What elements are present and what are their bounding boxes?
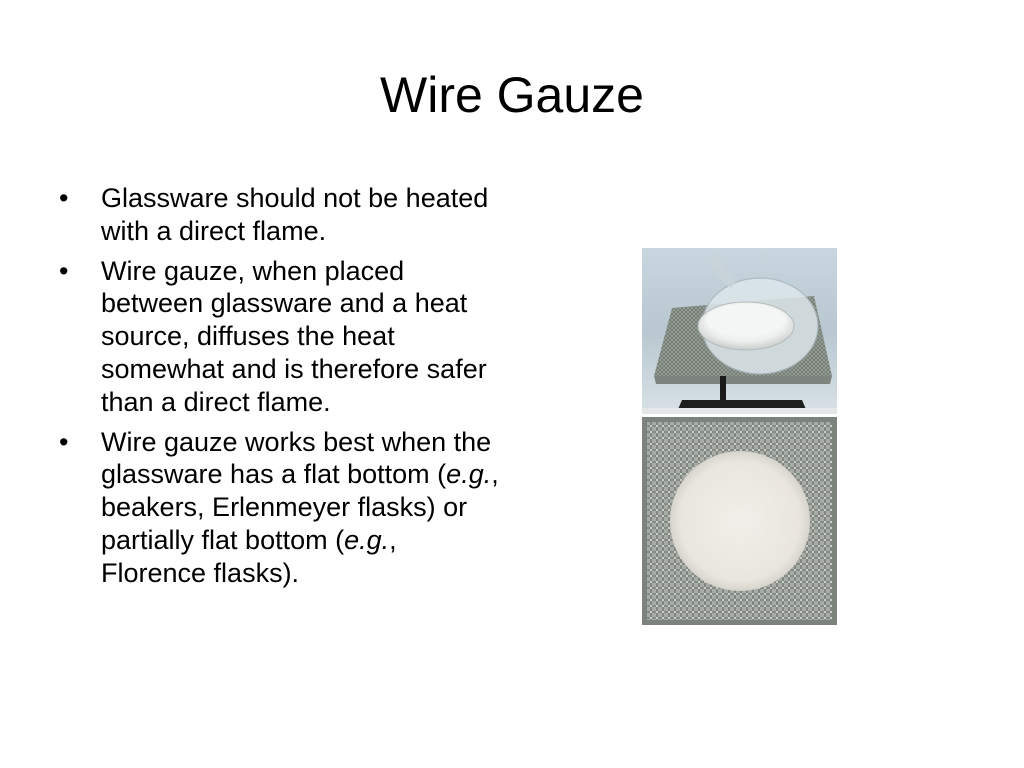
wire-gauze-square-photo: [642, 417, 837, 625]
wire-gauze-with-dish-photo: [642, 248, 837, 414]
bullet-text-italic: e.g.: [446, 459, 492, 490]
bullet-text-part: , beakers, Erlenmeyer flasks) or partially flat bottom (: [101, 459, 499, 555]
bullet-item: [56, 426, 506, 590]
bullet-dot: •: [59, 426, 69, 457]
bullet-list: [56, 182, 506, 597]
bullet-item: [56, 182, 506, 248]
bullet-text: Wire gauze, when placed between glassware and a heat source, diffuses the heat somewhat and is therefore safer than a direct flame.: [101, 255, 487, 417]
slide-title: Wire Gauze: [380, 67, 644, 123]
bullet-text-part: Wire gauze works best when the glassware has a flat bottom (: [101, 426, 492, 490]
bullet-dot: •: [59, 255, 69, 286]
bullet-text-italic: e.g.: [344, 524, 390, 555]
bullet-dot: •: [59, 183, 69, 213]
bullet-text: Glassware should not be heated with a direct flame.: [101, 183, 489, 246]
bullet-item: [56, 255, 506, 419]
bullet-text-part: , Florence flasks).: [101, 524, 397, 588]
